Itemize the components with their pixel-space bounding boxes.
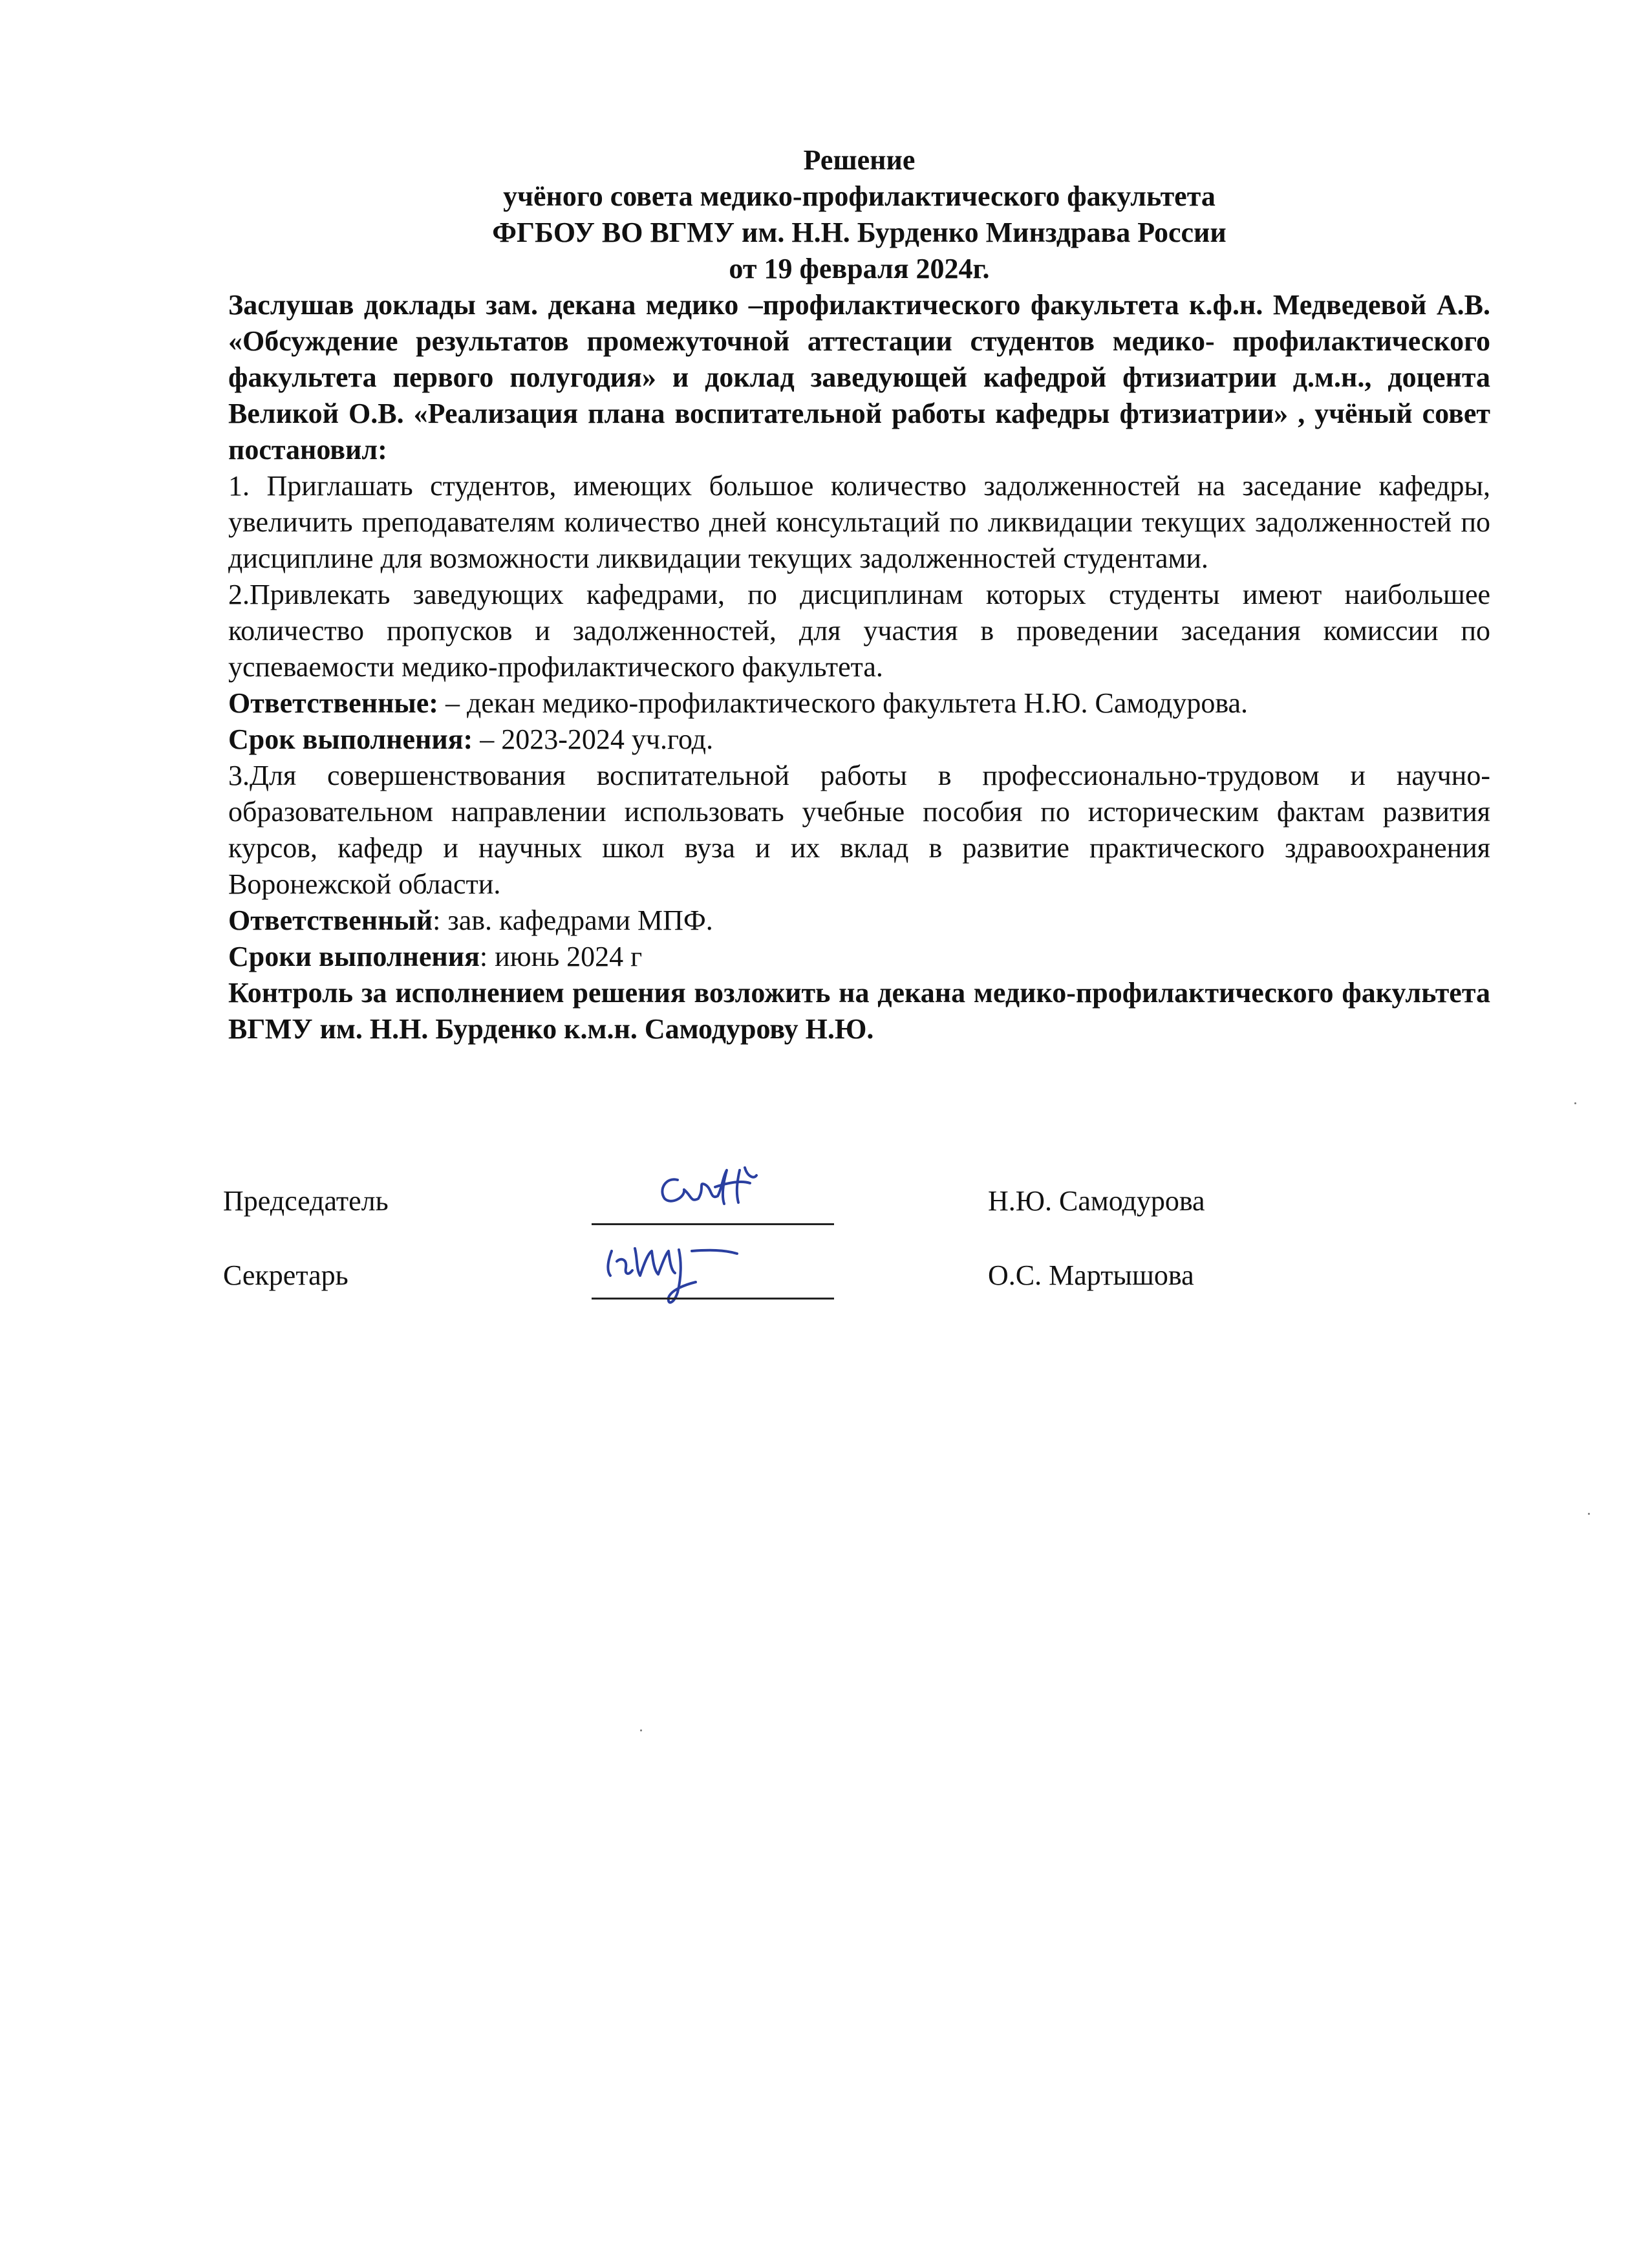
intro-paragraph: Заслушав доклады зам. декана медико –профилактического факультета к.ф.н. Медведевой А.В. «Обсуждение результатов промежуточной аттестации студентов медико- профилактического факультета первого полугодия» и доклад заведующей кафедрой фтизиатрии д.м.н., доцента Великой О.В. «Реализация плана воспитательной работы кафедры фтизиатрии» , учёный совет постановил: [228, 289, 1490, 465]
scan-speck [1574, 1102, 1576, 1104]
deadline-value-2: : июнь 2024 г [479, 941, 643, 972]
header-university: ФГБОУ ВО ВГМУ им. Н.Н. Бурденко Минздрава России [492, 217, 1227, 248]
deadline-line-1 [228, 722, 1490, 758]
responsible-value-1: – декан медико-профилактического факультета Н.Ю. Самодурова. [438, 687, 1248, 719]
responsible-value-2: : зав. кафедрами МПФ. [433, 904, 713, 936]
signatory-name: О.С. Мартышова [988, 1259, 1194, 1291]
control-paragraph: Контроль за исполнением решения возложить на декана медико-профилактического факультета ВГМУ им. Н.Н. Бурденко к.м.н. Самодурову Н.Ю. [228, 977, 1490, 1045]
responsible-label-1: Ответственные: [228, 687, 438, 719]
decision-item-3: 3.Для совершенствования воспитательной работы в профессионально-трудовом и научно-образовательном направлении использовать учебные пособия по историческим фактам развития курсов, кафедр и научных школ вуза и их вклад в развитие практического здравоохранения Воронежской области. [228, 760, 1490, 900]
scan-speck [640, 1729, 642, 1731]
signature-row-secretary [0, 1251, 1650, 1316]
decision-item-1: 1. Приглашать студентов, имеющих большое количество задолженностей на заседание кафедры, увеличить преподавателям количество дней консультаций по ликвидации текущих задолженностей по дисциплине для возможности ликвидации текущих задолженностей студентами. [228, 470, 1490, 574]
deadline-line-2 [228, 939, 1490, 975]
document-header [228, 142, 1490, 287]
signature-role: Секретарь [223, 1259, 348, 1291]
signature-row-chairman [0, 1177, 1650, 1241]
responsible-line-2 [228, 903, 1490, 939]
deadline-label-2: Сроки выполнения [228, 941, 480, 972]
scan-speck [1588, 1513, 1590, 1515]
header-council: учёного совета медико-профилактического факультета [503, 180, 1216, 212]
signature-secretary-image [595, 1225, 789, 1322]
signature-line [592, 1298, 834, 1300]
header-title: Решение [803, 144, 916, 176]
header-date: от 19 февраля 2024г. [729, 253, 990, 284]
responsible-line-1 [228, 685, 1490, 722]
signatory-name: Н.Ю. Самодурова [988, 1185, 1205, 1217]
deadline-value-1: – 2023-2024 уч.год. [473, 723, 714, 755]
decision-item-2: 2.Привлекать заведующих кафедрами, по дисциплинам которых студенты имеют наибольшее количество пропусков и задолженностей, для участия в проведении заседания комиссии по успеваемости медико-профилактического факультета. [228, 579, 1490, 683]
signature-chairman-image [595, 1151, 789, 1228]
signature-role: Председатель [223, 1185, 389, 1217]
deadline-label-1: Срок выполнения: [228, 723, 473, 755]
document-body [228, 142, 1490, 1047]
responsible-label-2: Ответственный [228, 904, 433, 936]
